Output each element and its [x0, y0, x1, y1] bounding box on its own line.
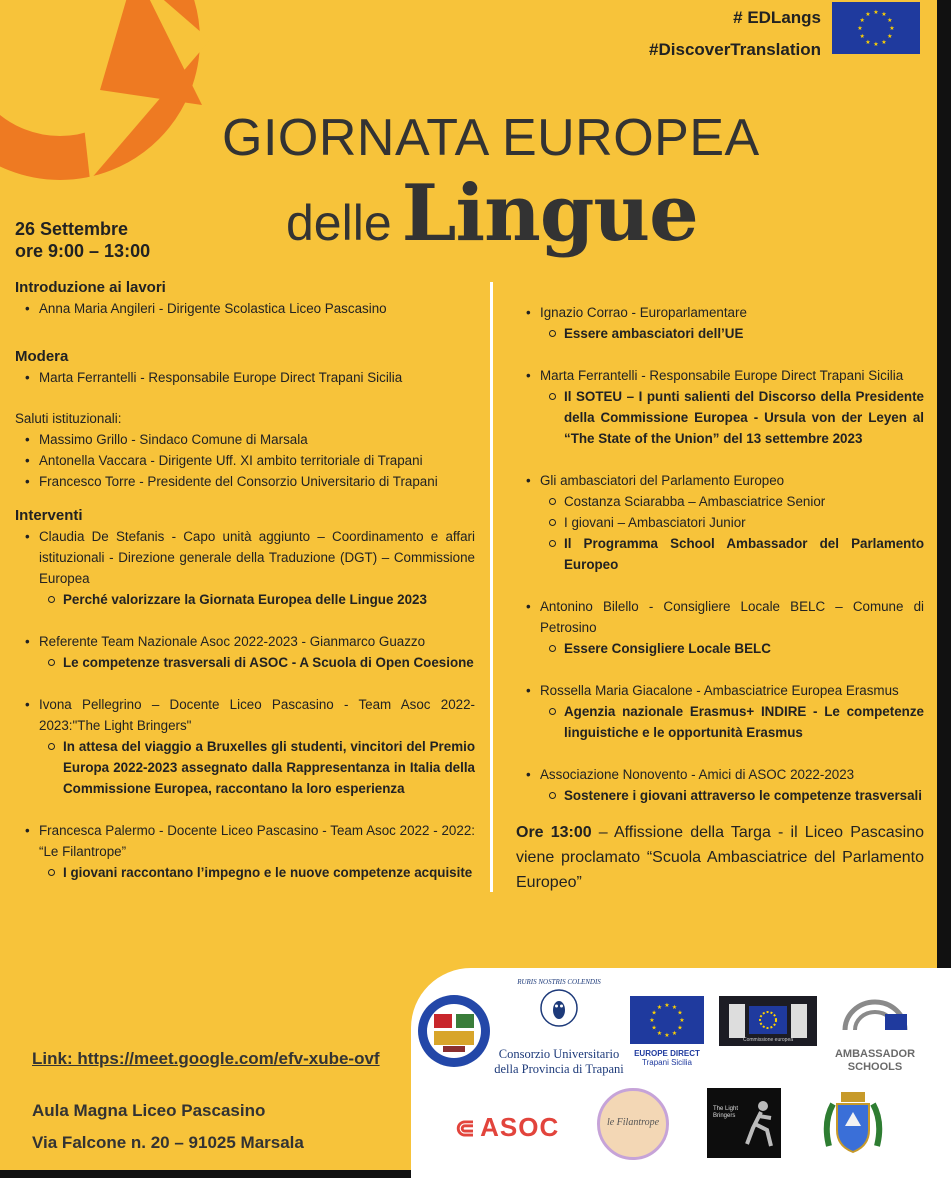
eu-star-icon: ★: [656, 1005, 663, 1012]
light-bringers-label: The Light Bringers: [713, 1106, 739, 1119]
event-day: 26 Settembre: [15, 219, 129, 239]
speaker: Marta Ferrantelli - Responsabile Europe Direct Trapani Sicilia: [540, 368, 904, 383]
filantrope-label: le Filantrope: [606, 1117, 660, 1128]
eu-star-icon: ★: [859, 34, 865, 40]
saluti-heading: Saluti istituzionali:: [15, 411, 122, 426]
list-item: [540, 470, 924, 575]
list-item: [540, 365, 924, 449]
eu-star-icon: ★: [664, 1003, 670, 1009]
consorzio-line1: Consorzio Universitario: [498, 1047, 620, 1061]
saluti-list: [15, 429, 475, 492]
eu-star-icon: ★: [671, 1005, 678, 1012]
ambassador-line2: SCHOOLS: [847, 1061, 903, 1073]
list-item: [540, 680, 924, 743]
eu-star-icon: ★: [671, 1030, 678, 1037]
asoc-logo: [455, 1112, 559, 1143]
list-item: [39, 694, 475, 799]
topic: Essere ambasciatori dell’UE: [564, 323, 924, 344]
eu-star-icon: ★: [887, 18, 893, 24]
ambassador-label: [827, 1048, 923, 1074]
right-list: [516, 302, 924, 806]
venue-name: Aula Magna Liceo Pascasino: [32, 1101, 266, 1120]
eu-star-icon: ★: [865, 39, 871, 46]
eu-star-icon: ★: [677, 1025, 683, 1032]
running-figure-icon: [743, 1098, 777, 1150]
eu-star-icon: ★: [651, 1025, 657, 1032]
topic: Essere Consigliere Locale BELC: [564, 638, 924, 659]
commissione-label: Commissione europea: [742, 1037, 794, 1043]
filantrope-logo: [597, 1088, 669, 1160]
eu-star-icon: ★: [887, 34, 893, 40]
topic: Le competenze trasversali di ASOC - A Scuola di Open Coesione: [63, 652, 475, 673]
eu-star-icon: ★: [857, 26, 863, 32]
asoc-label: ASOC: [480, 1112, 560, 1142]
topic: Perché valorizzare la Giornata Europea delle Lingue 2023: [63, 589, 475, 610]
speaker: Claudia De Stefanis - Capo unità aggiunto – Coordinamento e affari istituzionali - Direzione generale della Traduzione (DGT) – Commissione Europea: [39, 529, 475, 586]
europe-direct-label: [625, 1049, 709, 1067]
list-item: • Anna Maria Angileri - Dirigente Scolastica Liceo Pascasino: [39, 298, 475, 319]
closing-time: Ore 13:00: [516, 824, 592, 841]
list-item: • Antonella Vaccara - Dirigente Uff. XI ambito territoriale di Trapani: [39, 450, 475, 471]
eu-star-icon: ★: [881, 39, 887, 46]
closing-note: [516, 820, 924, 895]
speaker: Referente Team Nazionale Asoc 2022-2023 - Gianmarco Guazzo: [39, 634, 426, 649]
modera-heading: Modera: [15, 348, 69, 365]
logos-panel: [411, 968, 951, 1178]
list-item: • Marta Ferrantelli - Responsabile Europe Direct Trapani Sicilia: [39, 367, 475, 388]
eu-star-icon: ★: [651, 1010, 657, 1017]
europe-direct-flag-icon: [630, 996, 704, 1044]
interventi-list: [15, 526, 475, 883]
topic: Il Programma School Ambassador del Parlamento Europeo: [564, 533, 924, 575]
hashtags: [649, 2, 821, 66]
topic: Costanza Sciarabba – Ambasciatrice Senior: [564, 491, 924, 512]
topic: In attesa del viaggio a Bruxelles gli studenti, vincitori del Premio Europa 2022-2023 assegnato dalla Rappresentanza in Italia della Commissione Europea, raccontano la loro esperienza: [63, 736, 475, 799]
list-item: [39, 820, 475, 883]
parliament-hemicycle-icon: [839, 996, 911, 1036]
list-item: [540, 302, 924, 344]
topic: Agenzia nazionale Erasmus+ INDIRE - Le competenze linguistiche e le opportunità Erasmus: [564, 701, 924, 743]
consorzio-owl-logo: [517, 976, 601, 1040]
topic: I giovani raccontano l’impegno e le nuove competenze acquisite: [63, 862, 475, 883]
venue-address: Via Falcone n. 20 – 91025 Marsala: [32, 1133, 304, 1152]
topic: Il SOTEU – I punti salienti del Discorso della Presidente della Commissione Europea - Ursula von der Leyen al “The State of the Union” del 13 settembre 2023: [564, 386, 924, 449]
speaker: Antonino Bilello - Consigliere Locale BELC – Comune di Petrosino: [540, 599, 924, 635]
school-crest-logo: [417, 994, 491, 1068]
europe-direct-line2: Trapani Sicilia: [642, 1058, 692, 1067]
eu-star-icon: ★: [859, 18, 865, 24]
meet-link[interactable]: Link: https://meet.google.com/efv-xube-ovf: [32, 1049, 380, 1068]
topic: I giovani – Ambasciatori Junior: [564, 512, 924, 533]
commissione-europea-logo: [719, 996, 817, 1046]
list-item: [540, 596, 924, 659]
venue: [32, 1095, 304, 1159]
title-line2: [286, 168, 698, 259]
interventi-heading: Interventi: [15, 507, 83, 524]
list-item: • Massimo Grillo - Sindaco Comune di Marsala: [39, 429, 475, 450]
eu-star-icon: ★: [865, 12, 871, 19]
eu-star-icon: ★: [873, 42, 879, 48]
eu-star-icon: ★: [889, 26, 895, 32]
intro-list: [15, 298, 475, 319]
hashtag-discover-translation: #DiscoverTranslation: [649, 40, 821, 59]
speaker: Gli ambasciatori del Parlamento Europeo: [540, 473, 785, 488]
list-item: [540, 764, 924, 806]
eu-star-icon: ★: [649, 1018, 655, 1024]
closing-text: – Affissione della Targa - il Liceo Pascasino viene proclamato “Scuola Ambasciatrice del Parlamento Europeo”: [516, 824, 925, 891]
consorzio-label: [493, 1047, 625, 1077]
eu-star-icon: ★: [664, 1033, 670, 1039]
right-column: [516, 302, 924, 895]
eu-star-icon: ★: [873, 10, 879, 16]
left-column: [15, 278, 475, 883]
event-time: ore 9:00 – 13:00: [15, 241, 151, 261]
eu-star-icon: ★: [679, 1018, 685, 1024]
consorzio-motto: RURIS NOSTRIS COLENDIS: [517, 978, 601, 986]
speaker: Rossella Maria Giacalone - Ambasciatrice Europea Erasmus: [540, 683, 899, 698]
orange-sun-graphic: [0, 0, 210, 190]
asoc-symbol-icon: ⋐: [455, 1115, 477, 1142]
topic: Sostenere i giovani attraverso le competenze trasversali: [564, 785, 924, 806]
light-bringers-logo: [707, 1088, 781, 1158]
consorzio-line2: della Provincia di Trapani: [494, 1062, 624, 1076]
eu-star-icon: ★: [677, 1010, 683, 1017]
marsala-coat-of-arms-icon: [819, 1086, 887, 1164]
intro-heading: Introduzione ai lavori: [15, 279, 166, 296]
title-delle: delle: [286, 195, 392, 251]
speaker: Ivona Pellegrino – Docente Liceo Pascasino - Team Asoc 2022-2023:"The Light Bringers": [39, 697, 475, 733]
eu-flag-icon: [832, 2, 920, 54]
speaker: Ignazio Corrao - Europarlamentare: [540, 305, 747, 320]
ambassador-line1: AMBASSADOR: [834, 1048, 916, 1060]
modera-list: [15, 367, 475, 388]
eu-star-icon: ★: [881, 12, 887, 19]
europe-direct-line1: EUROPE DIRECT: [634, 1049, 700, 1058]
speaker: Associazione Nonovento - Amici di ASOC 2022-2023: [540, 767, 855, 782]
hashtag-edlangs: # EDLangs: [733, 8, 821, 27]
title-lingue: Lingue: [401, 168, 698, 259]
list-item: [39, 631, 475, 673]
title-line1: GIORNATA EUROPEA: [222, 109, 760, 167]
list-item: • Francesco Torre - Presidente del Consorzio Universitario di Trapani: [39, 471, 475, 492]
event-date: [15, 218, 150, 262]
speaker: Francesca Palermo - Docente Liceo Pascasino - Team Asoc 2022 - 2022: “Le Filantrope”: [39, 823, 475, 859]
list-item: [39, 526, 475, 610]
eu-star-icon: ★: [656, 1030, 663, 1037]
column-divider: [490, 282, 493, 892]
